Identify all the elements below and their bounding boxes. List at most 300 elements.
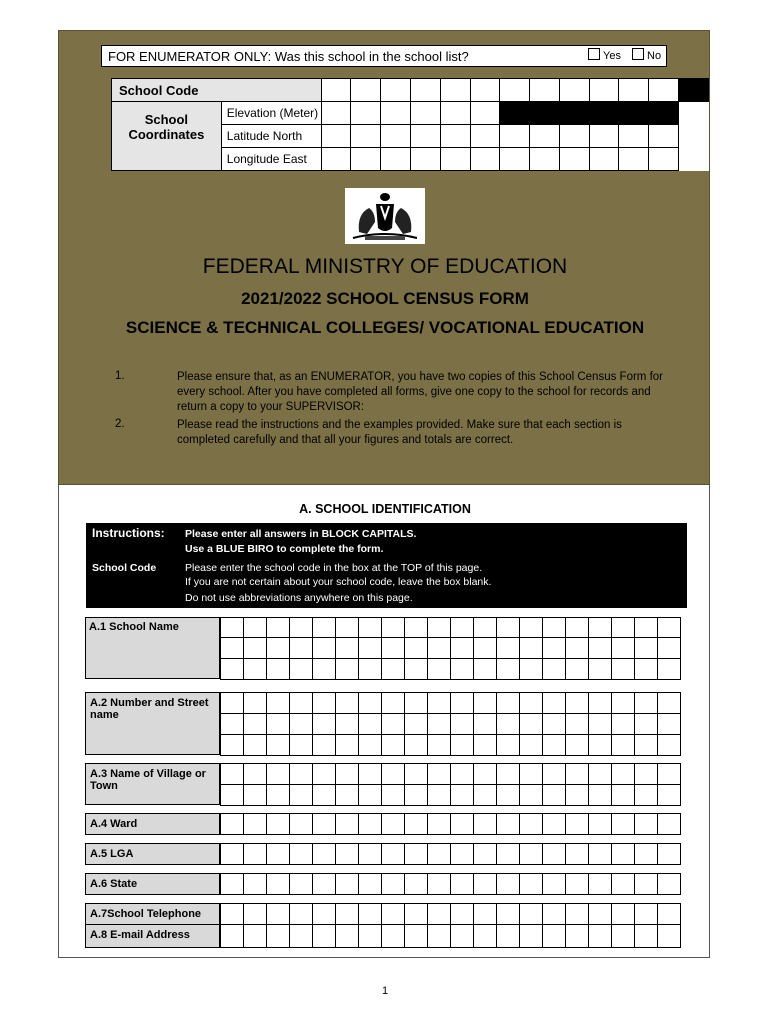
- village-cell[interactable]: [634, 784, 658, 806]
- school-name-cell[interactable]: [243, 637, 267, 659]
- email-cell[interactable]: [611, 924, 635, 948]
- ward-cell[interactable]: [496, 813, 520, 835]
- village-cell[interactable]: [404, 784, 428, 806]
- state-cell[interactable]: [657, 873, 681, 895]
- email-cell[interactable]: [243, 924, 267, 948]
- school-name-cell[interactable]: [358, 617, 382, 638]
- street-cell[interactable]: [588, 692, 612, 714]
- street-cell[interactable]: [358, 713, 382, 735]
- school-name-cell[interactable]: [473, 617, 497, 638]
- email-cell[interactable]: [496, 924, 520, 948]
- school-name-cell[interactable]: [611, 658, 635, 680]
- school-name-cell[interactable]: [657, 617, 681, 638]
- state-cell[interactable]: [473, 873, 497, 895]
- ward-cell[interactable]: [289, 813, 313, 835]
- street-cell[interactable]: [496, 734, 520, 756]
- street-cell[interactable]: [473, 692, 497, 714]
- telephone-cell[interactable]: [312, 903, 336, 925]
- street-cell[interactable]: [657, 734, 681, 756]
- village-cell[interactable]: [220, 784, 244, 806]
- elevation-box[interactable]: [440, 102, 470, 125]
- ward-cell[interactable]: [519, 813, 543, 835]
- email-cell[interactable]: [519, 924, 543, 948]
- village-cell[interactable]: [266, 763, 290, 785]
- code-box[interactable]: [559, 79, 589, 102]
- state-cell[interactable]: [289, 873, 313, 895]
- ward-cell[interactable]: [266, 813, 290, 835]
- ward-cell[interactable]: [220, 813, 244, 835]
- email-cell[interactable]: [657, 924, 681, 948]
- street-cell[interactable]: [427, 734, 451, 756]
- telephone-cell[interactable]: [588, 903, 612, 925]
- latitude-box[interactable]: [410, 125, 440, 148]
- village-cell[interactable]: [266, 784, 290, 806]
- ward-cell[interactable]: [473, 813, 497, 835]
- lga-cell[interactable]: [381, 843, 405, 865]
- telephone-cell[interactable]: [496, 903, 520, 925]
- village-cell[interactable]: [565, 763, 589, 785]
- street-cell[interactable]: [243, 734, 267, 756]
- street-cell[interactable]: [473, 713, 497, 735]
- telephone-cell[interactable]: [220, 903, 244, 925]
- street-cell[interactable]: [565, 713, 589, 735]
- school-name-cell[interactable]: [289, 637, 313, 659]
- village-cell[interactable]: [289, 763, 313, 785]
- ward-cell[interactable]: [634, 813, 658, 835]
- school-name-cell[interactable]: [588, 658, 612, 680]
- school-name-cell[interactable]: [381, 658, 405, 680]
- school-name-cell[interactable]: [220, 617, 244, 638]
- email-cell[interactable]: [542, 924, 566, 948]
- village-cell[interactable]: [496, 763, 520, 785]
- school-name-cell[interactable]: [657, 637, 681, 659]
- latitude-box[interactable]: [470, 125, 500, 148]
- school-name-cell[interactable]: [266, 658, 290, 680]
- street-cell[interactable]: [542, 734, 566, 756]
- latitude-box[interactable]: [440, 125, 470, 148]
- school-name-cell[interactable]: [404, 658, 428, 680]
- village-cell[interactable]: [519, 763, 543, 785]
- street-cell[interactable]: [496, 713, 520, 735]
- longitude-box[interactable]: [470, 148, 500, 171]
- street-cell[interactable]: [542, 692, 566, 714]
- school-name-cell[interactable]: [496, 658, 520, 680]
- school-name-cell[interactable]: [358, 658, 382, 680]
- school-name-cell[interactable]: [381, 637, 405, 659]
- street-cell[interactable]: [427, 713, 451, 735]
- ward-cell[interactable]: [565, 813, 589, 835]
- latitude-box[interactable]: [530, 125, 560, 148]
- longitude-box[interactable]: [530, 148, 560, 171]
- school-name-cell[interactable]: [450, 658, 474, 680]
- village-cell[interactable]: [358, 763, 382, 785]
- street-cell[interactable]: [450, 692, 474, 714]
- state-cell[interactable]: [404, 873, 428, 895]
- telephone-cell[interactable]: [542, 903, 566, 925]
- state-cell[interactable]: [312, 873, 336, 895]
- telephone-cell[interactable]: [358, 903, 382, 925]
- state-cell[interactable]: [611, 873, 635, 895]
- telephone-cell[interactable]: [427, 903, 451, 925]
- street-cell[interactable]: [243, 692, 267, 714]
- street-cell[interactable]: [519, 734, 543, 756]
- village-cell[interactable]: [243, 763, 267, 785]
- email-cell[interactable]: [381, 924, 405, 948]
- street-cell[interactable]: [542, 713, 566, 735]
- village-cell[interactable]: [519, 784, 543, 806]
- street-cell[interactable]: [634, 713, 658, 735]
- telephone-cell[interactable]: [657, 903, 681, 925]
- ward-cell[interactable]: [611, 813, 635, 835]
- latitude-box[interactable]: [351, 125, 381, 148]
- state-cell[interactable]: [266, 873, 290, 895]
- village-cell[interactable]: [312, 763, 336, 785]
- state-cell[interactable]: [358, 873, 382, 895]
- village-cell[interactable]: [657, 763, 681, 785]
- telephone-cell[interactable]: [289, 903, 313, 925]
- village-cell[interactable]: [473, 784, 497, 806]
- street-cell[interactable]: [312, 713, 336, 735]
- village-cell[interactable]: [496, 784, 520, 806]
- email-cell[interactable]: [358, 924, 382, 948]
- school-name-cell[interactable]: [450, 637, 474, 659]
- school-name-cell[interactable]: [634, 658, 658, 680]
- school-name-cell[interactable]: [634, 637, 658, 659]
- lga-cell[interactable]: [404, 843, 428, 865]
- telephone-cell[interactable]: [404, 903, 428, 925]
- street-cell[interactable]: [565, 692, 589, 714]
- village-cell[interactable]: [243, 784, 267, 806]
- yes-option[interactable]: Yes: [588, 46, 621, 67]
- lga-cell[interactable]: [289, 843, 313, 865]
- lga-cell[interactable]: [266, 843, 290, 865]
- latitude-box[interactable]: [619, 125, 649, 148]
- email-cell[interactable]: [335, 924, 359, 948]
- street-cell[interactable]: [335, 713, 359, 735]
- street-cell[interactable]: [657, 692, 681, 714]
- village-cell[interactable]: [335, 763, 359, 785]
- state-cell[interactable]: [565, 873, 589, 895]
- village-cell[interactable]: [634, 763, 658, 785]
- telephone-cell[interactable]: [335, 903, 359, 925]
- yes-checkbox[interactable]: [588, 48, 600, 60]
- school-name-cell[interactable]: [519, 658, 543, 680]
- ward-cell[interactable]: [450, 813, 474, 835]
- village-cell[interactable]: [611, 784, 635, 806]
- state-cell[interactable]: [634, 873, 658, 895]
- village-cell[interactable]: [381, 784, 405, 806]
- lga-cell[interactable]: [657, 843, 681, 865]
- village-cell[interactable]: [358, 784, 382, 806]
- code-box[interactable]: [619, 79, 649, 102]
- street-cell[interactable]: [611, 713, 635, 735]
- state-cell[interactable]: [220, 873, 244, 895]
- code-box[interactable]: [321, 79, 351, 102]
- school-name-cell[interactable]: [611, 617, 635, 638]
- school-name-cell[interactable]: [312, 637, 336, 659]
- lga-cell[interactable]: [450, 843, 474, 865]
- school-name-cell[interactable]: [404, 637, 428, 659]
- email-cell[interactable]: [266, 924, 290, 948]
- no-option[interactable]: No: [632, 46, 661, 67]
- state-cell[interactable]: [243, 873, 267, 895]
- school-name-cell[interactable]: [243, 658, 267, 680]
- village-cell[interactable]: [588, 763, 612, 785]
- village-cell[interactable]: [588, 784, 612, 806]
- village-cell[interactable]: [611, 763, 635, 785]
- street-cell[interactable]: [611, 692, 635, 714]
- state-cell[interactable]: [542, 873, 566, 895]
- street-cell[interactable]: [450, 734, 474, 756]
- street-cell[interactable]: [335, 734, 359, 756]
- school-name-cell[interactable]: [496, 617, 520, 638]
- school-name-cell[interactable]: [450, 617, 474, 638]
- school-name-cell[interactable]: [519, 617, 543, 638]
- ward-cell[interactable]: [588, 813, 612, 835]
- street-cell[interactable]: [289, 692, 313, 714]
- ward-cell[interactable]: [542, 813, 566, 835]
- longitude-box[interactable]: [351, 148, 381, 171]
- telephone-cell[interactable]: [565, 903, 589, 925]
- email-cell[interactable]: [634, 924, 658, 948]
- street-cell[interactable]: [450, 713, 474, 735]
- lga-cell[interactable]: [312, 843, 336, 865]
- email-cell[interactable]: [220, 924, 244, 948]
- telephone-cell[interactable]: [519, 903, 543, 925]
- no-checkbox[interactable]: [632, 48, 644, 60]
- school-name-cell[interactable]: [381, 617, 405, 638]
- telephone-cell[interactable]: [611, 903, 635, 925]
- village-cell[interactable]: [450, 784, 474, 806]
- village-cell[interactable]: [450, 763, 474, 785]
- state-cell[interactable]: [519, 873, 543, 895]
- ward-cell[interactable]: [657, 813, 681, 835]
- elevation-box[interactable]: [321, 102, 351, 125]
- longitude-box[interactable]: [500, 148, 530, 171]
- latitude-box[interactable]: [381, 125, 411, 148]
- ward-cell[interactable]: [243, 813, 267, 835]
- school-name-cell[interactable]: [427, 617, 451, 638]
- longitude-box[interactable]: [321, 148, 351, 171]
- longitude-box[interactable]: [440, 148, 470, 171]
- school-name-cell[interactable]: [611, 637, 635, 659]
- lga-cell[interactable]: [634, 843, 658, 865]
- school-name-cell[interactable]: [542, 637, 566, 659]
- street-cell[interactable]: [611, 734, 635, 756]
- lga-cell[interactable]: [519, 843, 543, 865]
- school-name-cell[interactable]: [634, 617, 658, 638]
- street-cell[interactable]: [220, 692, 244, 714]
- state-cell[interactable]: [335, 873, 359, 895]
- street-cell[interactable]: [312, 734, 336, 756]
- longitude-box[interactable]: [410, 148, 440, 171]
- telephone-cell[interactable]: [381, 903, 405, 925]
- school-name-cell[interactable]: [335, 617, 359, 638]
- school-name-cell[interactable]: [220, 637, 244, 659]
- street-cell[interactable]: [634, 692, 658, 714]
- lga-cell[interactable]: [220, 843, 244, 865]
- ward-cell[interactable]: [381, 813, 405, 835]
- code-box[interactable]: [530, 79, 560, 102]
- school-name-cell[interactable]: [220, 658, 244, 680]
- elevation-box[interactable]: [410, 102, 440, 125]
- school-name-cell[interactable]: [243, 617, 267, 638]
- street-cell[interactable]: [519, 692, 543, 714]
- street-cell[interactable]: [266, 713, 290, 735]
- ward-cell[interactable]: [404, 813, 428, 835]
- lga-cell[interactable]: [358, 843, 382, 865]
- school-name-cell[interactable]: [565, 637, 589, 659]
- school-name-cell[interactable]: [266, 617, 290, 638]
- street-cell[interactable]: [266, 734, 290, 756]
- code-box[interactable]: [351, 79, 381, 102]
- lga-cell[interactable]: [496, 843, 520, 865]
- school-name-cell[interactable]: [427, 637, 451, 659]
- lga-cell[interactable]: [335, 843, 359, 865]
- school-name-cell[interactable]: [519, 637, 543, 659]
- email-cell[interactable]: [289, 924, 313, 948]
- longitude-box[interactable]: [589, 148, 619, 171]
- street-cell[interactable]: [404, 713, 428, 735]
- latitude-box[interactable]: [321, 125, 351, 148]
- ward-cell[interactable]: [312, 813, 336, 835]
- latitude-box[interactable]: [589, 125, 619, 148]
- street-cell[interactable]: [220, 734, 244, 756]
- state-cell[interactable]: [496, 873, 520, 895]
- street-cell[interactable]: [358, 692, 382, 714]
- street-cell[interactable]: [243, 713, 267, 735]
- code-box[interactable]: [589, 79, 619, 102]
- lga-cell[interactable]: [542, 843, 566, 865]
- telephone-cell[interactable]: [243, 903, 267, 925]
- longitude-box[interactable]: [649, 148, 679, 171]
- village-cell[interactable]: [542, 784, 566, 806]
- street-cell[interactable]: [220, 713, 244, 735]
- school-name-cell[interactable]: [542, 658, 566, 680]
- street-cell[interactable]: [289, 713, 313, 735]
- school-name-cell[interactable]: [473, 637, 497, 659]
- elevation-box[interactable]: [381, 102, 411, 125]
- school-name-cell[interactable]: [335, 637, 359, 659]
- school-name-cell[interactable]: [358, 637, 382, 659]
- email-cell[interactable]: [427, 924, 451, 948]
- village-cell[interactable]: [220, 763, 244, 785]
- street-cell[interactable]: [634, 734, 658, 756]
- telephone-cell[interactable]: [450, 903, 474, 925]
- village-cell[interactable]: [565, 784, 589, 806]
- street-cell[interactable]: [473, 734, 497, 756]
- elevation-box[interactable]: [351, 102, 381, 125]
- lga-cell[interactable]: [565, 843, 589, 865]
- lga-cell[interactable]: [243, 843, 267, 865]
- elevation-box[interactable]: [470, 102, 500, 125]
- lga-cell[interactable]: [611, 843, 635, 865]
- ward-cell[interactable]: [358, 813, 382, 835]
- code-box[interactable]: [381, 79, 411, 102]
- school-name-cell[interactable]: [588, 637, 612, 659]
- school-name-cell[interactable]: [565, 617, 589, 638]
- school-name-cell[interactable]: [565, 658, 589, 680]
- longitude-box[interactable]: [559, 148, 589, 171]
- school-name-cell[interactable]: [312, 617, 336, 638]
- village-cell[interactable]: [289, 784, 313, 806]
- email-cell[interactable]: [404, 924, 428, 948]
- code-box[interactable]: [649, 79, 679, 102]
- street-cell[interactable]: [427, 692, 451, 714]
- lga-cell[interactable]: [427, 843, 451, 865]
- school-name-cell[interactable]: [427, 658, 451, 680]
- longitude-box[interactable]: [381, 148, 411, 171]
- code-box[interactable]: [500, 79, 530, 102]
- school-name-cell[interactable]: [289, 658, 313, 680]
- street-cell[interactable]: [565, 734, 589, 756]
- latitude-box[interactable]: [649, 125, 679, 148]
- school-name-cell[interactable]: [289, 617, 313, 638]
- street-cell[interactable]: [381, 692, 405, 714]
- telephone-cell[interactable]: [473, 903, 497, 925]
- email-cell[interactable]: [312, 924, 336, 948]
- street-cell[interactable]: [289, 734, 313, 756]
- lga-cell[interactable]: [588, 843, 612, 865]
- school-name-cell[interactable]: [266, 637, 290, 659]
- ward-cell[interactable]: [427, 813, 451, 835]
- school-name-cell[interactable]: [312, 658, 336, 680]
- longitude-box[interactable]: [619, 148, 649, 171]
- village-cell[interactable]: [542, 763, 566, 785]
- email-cell[interactable]: [565, 924, 589, 948]
- school-name-cell[interactable]: [657, 658, 681, 680]
- school-name-cell[interactable]: [588, 617, 612, 638]
- code-box[interactable]: [470, 79, 500, 102]
- telephone-cell[interactable]: [266, 903, 290, 925]
- school-name-cell[interactable]: [473, 658, 497, 680]
- street-cell[interactable]: [519, 713, 543, 735]
- street-cell[interactable]: [496, 692, 520, 714]
- street-cell[interactable]: [404, 692, 428, 714]
- village-cell[interactable]: [404, 763, 428, 785]
- village-cell[interactable]: [312, 784, 336, 806]
- latitude-box[interactable]: [559, 125, 589, 148]
- school-name-cell[interactable]: [335, 658, 359, 680]
- school-name-cell[interactable]: [542, 617, 566, 638]
- state-cell[interactable]: [381, 873, 405, 895]
- email-cell[interactable]: [588, 924, 612, 948]
- village-cell[interactable]: [427, 784, 451, 806]
- email-cell[interactable]: [473, 924, 497, 948]
- school-name-cell[interactable]: [404, 617, 428, 638]
- village-cell[interactable]: [427, 763, 451, 785]
- street-cell[interactable]: [335, 692, 359, 714]
- street-cell[interactable]: [266, 692, 290, 714]
- code-box[interactable]: [440, 79, 470, 102]
- ward-cell[interactable]: [335, 813, 359, 835]
- latitude-box[interactable]: [500, 125, 530, 148]
- street-cell[interactable]: [312, 692, 336, 714]
- telephone-cell[interactable]: [634, 903, 658, 925]
- state-cell[interactable]: [427, 873, 451, 895]
- village-cell[interactable]: [657, 784, 681, 806]
- street-cell[interactable]: [588, 734, 612, 756]
- street-cell[interactable]: [404, 734, 428, 756]
- lga-cell[interactable]: [473, 843, 497, 865]
- street-cell[interactable]: [588, 713, 612, 735]
- code-box[interactable]: [410, 79, 440, 102]
- email-cell[interactable]: [450, 924, 474, 948]
- street-cell[interactable]: [358, 734, 382, 756]
- street-cell[interactable]: [657, 713, 681, 735]
- state-cell[interactable]: [588, 873, 612, 895]
- village-cell[interactable]: [381, 763, 405, 785]
